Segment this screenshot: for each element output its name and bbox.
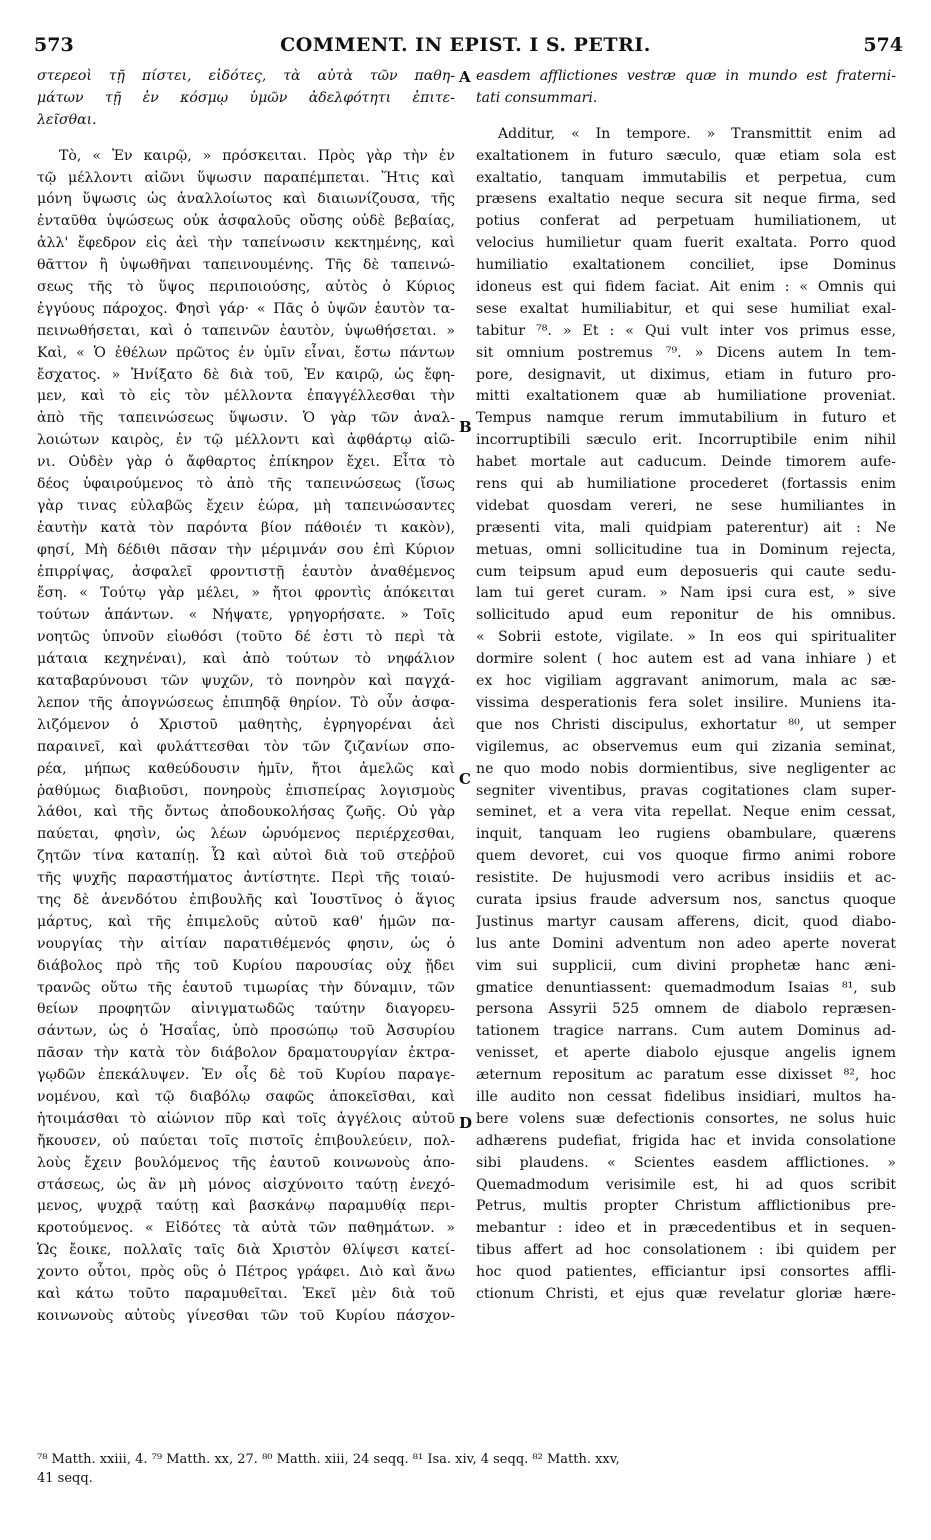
text-line: idoneus est qui fidem faciat. Ait enim : « Omnis qui	[476, 279, 896, 296]
text-line: μόνη ὕψωσις ὡς ἀναλλοίωτος καὶ διαιωνίζουσα, τῆς	[37, 191, 455, 208]
text-line: φησί, Μὴ δέδιθι πᾶσαν τὴν μέριμνάν σου ἐπὶ Κύριον	[37, 541, 455, 558]
text-line: incorruptibili sæculo erit. Incorruptibile enim nihil	[476, 432, 896, 449]
text-line: μάταια κεχηνέναι), καὶ ἀπὸ τούτων τὸ νηφάλιον	[37, 651, 455, 668]
text-line: θείων προφητῶν αἰνιγματωδῶς ταύτην διαγορευ-	[37, 1001, 455, 1018]
text-line: vigilemus, ac observemus eum qui zizania seminat,	[476, 738, 896, 755]
text-line: Additur, « In tempore. » Transmittit enim ad	[498, 125, 896, 142]
text-line: lus ante Domini adventum non adeo aperte noverat	[476, 935, 896, 952]
text-line: sese exaltat humiliabitur, et qui sese humiliat exal-	[476, 300, 896, 317]
greek-text-column	[37, 66, 455, 1328]
text-line: ῥαθύμως διαβιοῦσι, πονηροὺς ἐπισπείρας λογισμοὺς	[37, 782, 455, 799]
text-line: tibus affert ad hoc consolationem : ibi quidem per	[476, 1242, 896, 1259]
text-line: exaltationem in futuro sæculo, quæ etiam sola est	[476, 147, 896, 164]
text-line: æternum repositum ac paratum esse dixisset ⁸², hoc	[476, 1067, 896, 1084]
text-line: venisset, et aperte diabolo ejusque angelis ignem	[476, 1045, 896, 1062]
text-line: velocius humilietur quam fuerit exaltata. Porro quod	[476, 235, 896, 252]
text-line: Καὶ, « Ὁ ἐθέλων πρῶτος ἐν ὑμῖν εἶναι, ἔστω πάντων	[37, 344, 455, 361]
text-line: ἐνταῦθα ὑψώσεως οὐκ ἀσφαλοῦς οὔσης οὐδὲ βεβαίας,	[37, 213, 455, 230]
italic-text-line: tati consummari.	[476, 89, 598, 106]
text-line: videbat quosdam vereri, ne sese humiliantes in	[476, 497, 896, 514]
text-line: cum teipsum apud eum deposueris qui caute sedu-	[476, 563, 896, 580]
text-line: quem devoret, cui vos quoque firmo animi robore	[476, 848, 896, 865]
italic-text-line: λεῖσθαι.	[37, 111, 97, 128]
text-line: pore, designavit, ut diximus, etiam in futuro pro-	[476, 366, 896, 383]
text-line: que nos Christi discipulus, exhortatur ⁸⁰, ut semper	[476, 716, 896, 733]
text-line: mebantur : ideo et in præcedentibus et in sequen-	[476, 1220, 896, 1237]
text-line: seminet, et a vera vita repellat. Neque enim cessat,	[476, 804, 896, 821]
text-line: Tempus namque rerum immutabilium in futuro et	[476, 410, 896, 427]
italic-text-line: μάτων τῇ ἐν κόσμῳ ὑμῶν ἀδελφότητι ἐπιτε-	[37, 89, 455, 106]
text-line: κροτούμενος. « Εἰδότες τὰ αὐτὰ τῶν παθημάτων. »	[37, 1220, 455, 1237]
text-line: ρέα, μήπως καθεύδουσιν ἡμῖν, ἤτοι ἀμελῶς καὶ	[37, 760, 455, 777]
text-line: χοντο οὗτοι, πρὸς οὓς ὁ Πέτρος γράφει. Διὸ καὶ ἄνω	[37, 1264, 455, 1281]
text-line: metuas, omni sollicitudine tua in Dominum rejecta,	[476, 541, 896, 558]
text-line: Ὡς ἔοικε, πολλαῖς ταῖς διὰ Χριστὸν θλίψεσι κατεί-	[37, 1242, 455, 1259]
text-line: παραινεῖ, καὶ φυλάττεσθαι τὸν τῶν ζιζανίων σπο-	[37, 738, 455, 755]
text-line: humiliatio exaltationem conciliet, ipse Dominus	[476, 257, 896, 274]
text-line: præsenti vita, mali quidpiam paterentur) ait : Ne	[476, 519, 896, 536]
text-line: νουργίας τὴν αἰτίαν παρατιθέμενός φησιν, ὡς ὁ	[37, 935, 455, 952]
text-line: habet mortale aut caducum. Deinde timorem aufe-	[476, 454, 896, 471]
text-line: ἐγγύους πάροχος. Φησὶ γάρ· « Πᾶς ὁ ὑψῶν ἑαυτὸν τα-	[37, 300, 455, 317]
running-title: COMMENT. IN EPIST. I S. PETRI.	[280, 34, 651, 56]
text-line: vim sui supplicii, cum divini prophetæ hanc æni-	[476, 957, 896, 974]
latin-text-column	[476, 66, 896, 1306]
text-line: persona Assyrii 525 omnem de diabolo repræsen-	[476, 1001, 896, 1018]
text-line: ἡτοιμάσθαι τὸ αἰώνιον πῦρ καὶ τοῖς ἀγγέλοις αὐτοῦ	[37, 1110, 455, 1127]
text-line: ἐπιρρίψας, ἀσφαλεῖ φροντιστῇ ἑαυτὸν ἀναθέμενος	[37, 563, 455, 580]
text-line: διάβολος πρὸ τῆς τοῦ Κυρίου παρουσίας οὐχ ᾔδει	[37, 957, 455, 974]
margin-letter-a: A	[459, 68, 471, 86]
text-line: στάσεως, ὡς ἂν μὴ μόνος αἰσχύνοιτο ταύτῃ ἐνεχό-	[37, 1176, 455, 1193]
text-line: ex hoc vigiliam aggravant animorum, mala ac sæ-	[476, 673, 896, 690]
text-line: ἤκουσεν, οὐ παύεται τοῖς πιστοῖς ἐπιβουλεύειν, πολ-	[37, 1132, 455, 1149]
text-line: μάρτυς, καὶ τῆς ἐπιμελοῦς αὐτοῦ καθ' ἡμῶν πα-	[37, 913, 455, 930]
text-line: gmatice denuntiassent: quemadmodum Isaias ⁸¹, sub	[476, 979, 896, 996]
text-line: ἑαυτὴν κατὰ τὸν παρόντα βίον πάθοιέν τι κακὸν),	[37, 519, 455, 536]
text-line: καὶ κάτω τοῦτο παραμυθεῖται. Ἐκεῖ μὲν διὰ τοῦ	[37, 1285, 455, 1302]
text-line: mitti exaltationem quæ ab humiliatione proveniat.	[476, 388, 896, 405]
italic-text-line: easdem afflictiones vestræ quæ in mundo est fraterni-	[476, 68, 896, 84]
text-line: δέος ὑφαιρούμενος τὸ ἀπὸ τῆς ταπεινώσεως (ἴσως	[37, 476, 455, 493]
margin-letter-d: D	[459, 1114, 473, 1132]
text-line: σάντων, ὡς ὁ Ἡσαΐας, ὑπὸ προσώπῳ τοῦ Ἀσσυρίου	[37, 1023, 455, 1040]
paragraph-gap	[476, 110, 896, 124]
text-line: νι. Οὐδὲν γὰρ ὁ ἄφθαρτος ἐπίκηρον ἔχει. Εἶτα τὸ	[37, 454, 455, 471]
text-line: λοὺς ἔχειν βουλόμενος τῆς ἑαυτοῦ κοινωνοὺς ἀπο-	[37, 1154, 455, 1171]
text-line: Petrus, multis propter Christum afflictionibus pre-	[476, 1198, 896, 1215]
text-line: sibi plaudens. « Scientes easdem afflictiones. »	[476, 1154, 896, 1171]
text-line: tabitur ⁷⁸. » Et : « Qui vult inter vos primus esse,	[476, 322, 896, 339]
text-line: ctionum Christi, et ejus quæ revelatur gloriæ hære-	[476, 1285, 896, 1302]
text-line: dormire solent ( hoc autem est ad vana inhiare ) et	[476, 651, 896, 668]
text-line: μενος, ψυχρᾷ ταύτῃ καὶ βασκάνῳ παραμυθίᾳ περι-	[37, 1198, 455, 1215]
text-line: « Sobrii estote, vigilate. » In eos qui spiritualiter	[476, 629, 896, 646]
text-line: πᾶσαν τὴν κατὰ τὸν διάβολον δραματουργίαν ἐκτρα-	[37, 1045, 455, 1062]
text-line: lam tui geret curam. » Nam ipsi cura est, » sive	[476, 585, 896, 602]
text-line: ille audito non cessat fidelibus insidiari, multos ha-	[476, 1088, 896, 1105]
text-line: λάθοι, καὶ τῆς ὄντως ἀποδουκολήσας ζωῆς. Οὐ γὰρ	[37, 804, 455, 821]
text-line: exaltatio, tanquam immutabilis et perpetua, cum	[476, 169, 896, 186]
text-line: θᾶττον ἢ ὑψωθῆναι ταπεινουμένης. Τῆς δὲ ταπεινώ-	[37, 257, 455, 274]
text-line: potius conferat ad perpetuam humiliationem, ut	[476, 213, 896, 230]
text-line: λοιώτων καιρὸς, ἐν τῷ μέλλοντι καὶ ἀφθάρτῳ αἰῶ-	[37, 432, 455, 449]
page-number-right: 574	[863, 34, 903, 56]
text-line: της δὲ ἀνενδότου ἐπιβουλῆς καὶ Ἰουστῖνος ὁ ἅγιος	[37, 891, 455, 908]
text-line: ne quo modo nobis dormientibus, sive negligenter ac	[476, 760, 896, 777]
text-line: κοινωνοὺς αὐτοὺς γίνεσθαι τῶν τοῦ Κυρίου πάσχον-	[37, 1307, 455, 1324]
text-line: ἀλλ' ἔφεδρον εἰς ἀεὶ τὴν ταπείνωσιν κεκτημένης, καὶ	[37, 235, 455, 252]
text-line: vissima desperationis fera solet insilire. Muniens ita-	[476, 694, 896, 711]
text-line: τῆς ψυχῆς παραστήματος ἀντίστητε. Περὶ τῆς τοιαύ-	[37, 870, 455, 887]
text-line: curata ipsius fraude adversum nos, sanctus quoque	[476, 891, 896, 908]
text-line: segniter viventibus, pravas cogitationes clam super-	[476, 782, 896, 799]
text-line: adhærens pudefiat, frigida hac et invida consolatione	[476, 1132, 896, 1149]
margin-letter-c: C	[459, 770, 471, 788]
text-line: bere volens suæ defectionis consortes, ne solus huic	[476, 1110, 896, 1127]
text-line: hoc quod patientes, efficiantur ipsi consortes affli-	[476, 1264, 896, 1281]
text-line: τρανῶς οὕτω τῆς ἑαυτοῦ τιμωρίας τὴν δύναμιν, τῶν	[37, 979, 455, 996]
text-line: Justinus martyr causam afferens, dicit, quod diabo-	[476, 913, 896, 930]
footnote-line: 41 seqq.	[37, 1471, 93, 1486]
text-line: γὰρ τινας εὐλαβῶς ἔχειν ἑώρα, μὴ ταπεινώσαντες	[37, 497, 455, 514]
text-line: Quemadmodum verisimile est, hi ad quos scribit	[476, 1176, 896, 1193]
text-line: καταβαρύνουσι τῶν ψυχῶν, τὸ πονηρὸν καὶ παγχά-	[37, 673, 455, 690]
text-line: πεινωθήσεται, καὶ ὁ ταπεινῶν ἑαυτὸν, ὑψωθήσεται. »	[37, 322, 455, 339]
footnote-line: ⁷⁸ Matth. xxiii, 4. ⁷⁹ Matth. xx, 27. ⁸⁰ Matth. xiii, 24 seqq. ⁸¹ Isa. xiv, 4 seqq. ⁸² Matth. xxv,	[37, 1452, 620, 1467]
text-line: sollicitudo apud eum reponitur de his omnibus.	[476, 607, 896, 624]
text-line: sit omnium postremus ⁷⁹. » Dicens autem In tem-	[476, 344, 896, 361]
margin-letter-b: B	[459, 418, 472, 436]
text-line: tationem tragice narrans. Cum autem Dominus ad-	[476, 1023, 896, 1040]
text-line: resistite. De hujusmodi vero acribus insidiis et ac-	[476, 870, 896, 887]
text-line: ἔσχατος. » Ἠνίξατο δὲ διὰ τοῦ, Ἐν καιρῷ, ὡς ἔφη-	[37, 366, 455, 383]
text-line: παύεται, φησὶν, ὡς λέων ὠρυόμενος περιέρχεσθαι,	[37, 826, 455, 843]
text-line: ἀπὸ τῆς ταπεινώσεως ὕψωσιν. Ὁ γὰρ τῶν ἀναλ-	[37, 410, 455, 427]
italic-text-line: στερεοὶ τῇ πίστει, εἰδότες, τὰ αὐτὰ τῶν παθη-	[37, 68, 455, 84]
text-line: νοητῶς ὑπνοῦν εἰωθόσι (τοῦτο δέ ἐστι τὸ περὶ τὰ	[37, 629, 455, 646]
paragraph-gap	[37, 132, 455, 146]
text-line: νομένου, καὶ τῷ διαβόλῳ σαφῶς ἀποκεῖσθαι, καὶ	[37, 1088, 455, 1105]
text-line: σεως τῆς τὸ ὕψος περιποιούσης, αὐτὸς ὁ Κύριος	[37, 279, 455, 296]
footnotes	[37, 1450, 901, 1488]
text-line: λεπον τῆς ἀπογνώσεως ἐπιπηδᾷ θηρίον. Τὸ οὖν ἀσφα-	[37, 694, 455, 711]
text-line: Τὸ, « Ἐν καιρῷ, » πρόσκειται. Πρὸς γὰρ τὴν ἐν	[59, 147, 455, 164]
text-line: ζητῶν τίνα καταπίῃ. Ὧ καὶ αὐτοὶ διὰ τοῦ στεῤῥοῦ	[37, 848, 455, 865]
text-line: τῷ μέλλοντι αἰῶνι ὕψωσιν παραπέμπεται. Ἥτις καὶ	[37, 169, 455, 186]
text-line: inquit, tanquam leo rugiens obambulare, quærens	[476, 826, 896, 843]
text-line: rens qui ab humiliatione procederet (fortassis enim	[476, 476, 896, 493]
text-line: γῳδῶν ἐπεκάλυψεν. Ἐν οἷς δὲ τοῦ Κυρίου παραγε-	[37, 1067, 455, 1084]
running-header	[28, 34, 903, 64]
text-line: λιζόμενον ὁ Χριστοῦ μαθητὴς, ἐγρηγορέναι ἀεὶ	[37, 716, 455, 733]
text-line: præsens exaltatio neque secura sit neque firma, sed	[476, 191, 896, 208]
text-line: μεν, καὶ τὸ εἰς τὸν μέλλοντα ἐπαγγέλλεσθαι τὴν	[37, 388, 455, 405]
text-line: ἔση. « Τούτῳ γὰρ μέλει, » ἤτοι φροντὶς ἀπόκειται	[37, 585, 455, 602]
page-number-left: 573	[34, 34, 74, 56]
text-line: τούτων ἁπάντων. « Νήψατε, γρηγορήσατε. » Τοῖς	[37, 607, 455, 624]
